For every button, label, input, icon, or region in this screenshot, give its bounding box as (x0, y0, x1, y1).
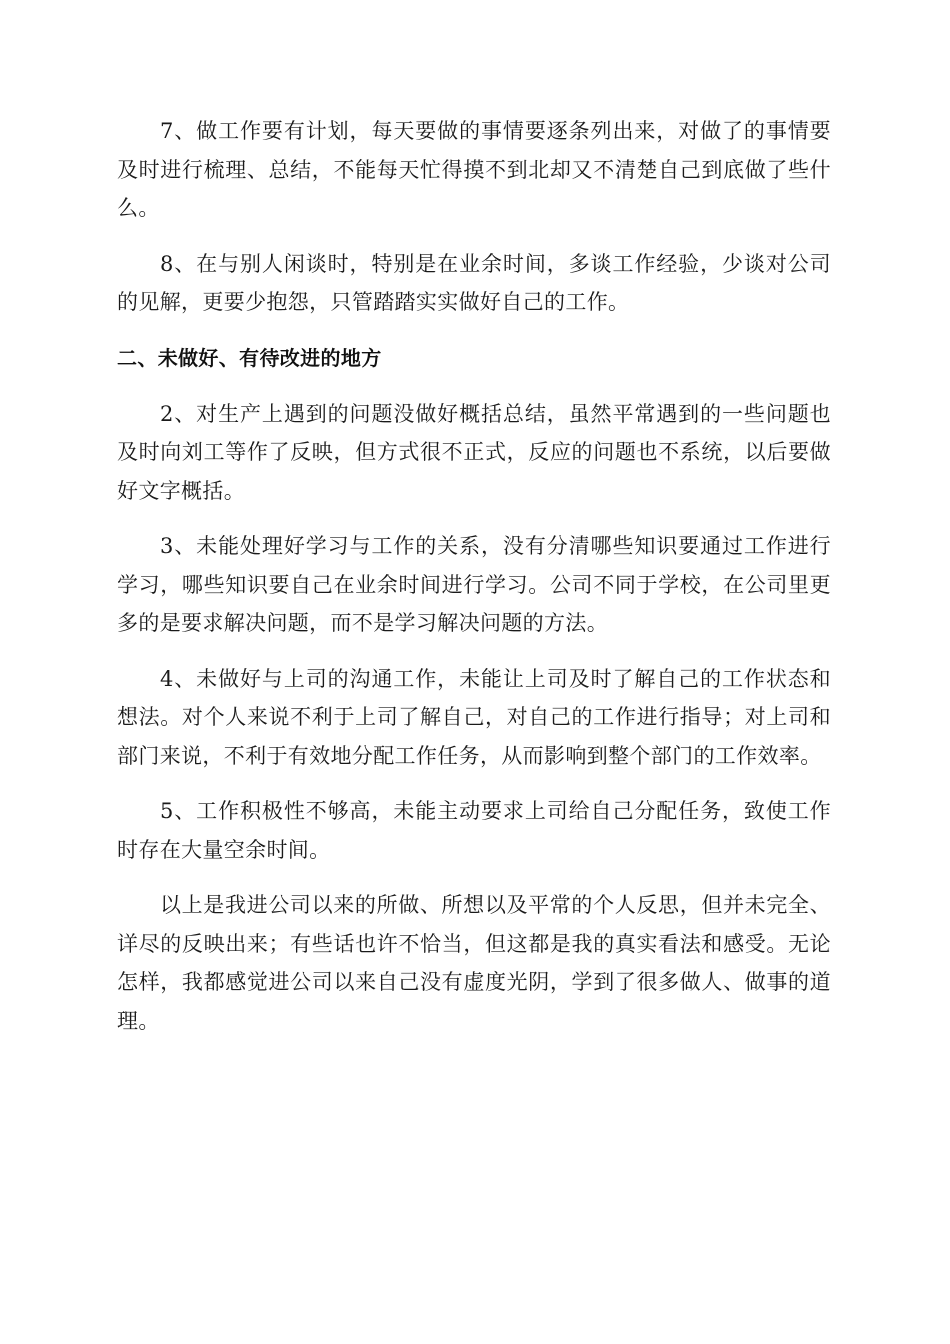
paragraph-item-5: 5、工作积极性不够高，未能主动要求上司给自己分配任务，致使工作时存在大量空余时间。 (117, 799, 831, 862)
paragraph-item-4: 4、未做好与上司的沟通工作，未能让上司及时了解自己的工作状态和想法。对个人来说不利于上司了解自己，对自己的工作进行指导；对上司和部门来说，不利于有效地分配工作任务，从而影响到整个部门的工作效率。 (117, 666, 831, 768)
paragraph-item-7: 7、做工作要有计划，每天要做的事情要逐条列出来，对做了的事情要及时进行梳理、总结，不能每天忙得摸不到北却又不清楚自己到底做了些什么。 (117, 119, 831, 220)
paragraph-item-3: 3、未能处理好学习与工作的关系，没有分清哪些知识要通过工作进行学习，哪些知识要自己在业余时间进行学习。公司不同于学校，在公司里更多的是要求解决问题，而不是学习解决问题的方法。 (117, 534, 831, 635)
paragraph-item-2: 2、对生产上遇到的问题没做好概括总结，虽然平常遇到的一些问题也及时向刘工等作了反映，但方式很不正式，反应的问题也不系统，以后要做好文字概括。 (117, 401, 831, 503)
paragraph-item-8: 8、在与别人闲谈时，特别是在业余时间，多谈工作经验，少谈对公司的见解，更要少抱怨，只管踏踏实实做好自己的工作。 (117, 251, 831, 314)
document-body (117, 112, 831, 1040)
section-heading: 二、未做好、有待改进的地方 (117, 345, 382, 370)
closing-paragraph: 以上是我进公司以来的所做、所想以及平常的个人反思，但并未完全、详尽的反映出来；有些话也许不恰当，但这都是我的真实看法和感受。无论怎样，我都感觉进公司以来自己没有虚度光阴，学到了很多做人、做事的道理。 (117, 893, 831, 1033)
